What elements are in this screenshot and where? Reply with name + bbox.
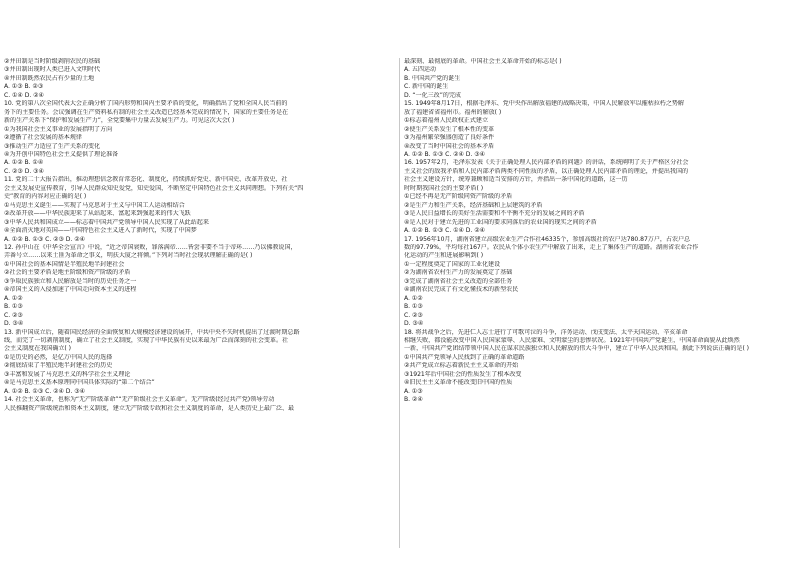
text-line: C. 新中国的诞生 <box>404 83 449 91</box>
text-line: 18. 将共战争之后，先进仁人志士进行了可歌可泣的斗争，洋务运动、戊戌变法、太平天国运动、辛亥革命 <box>404 328 688 336</box>
column-divider <box>399 58 400 548</box>
text-line: ①一定程度奠定了国家的工业化建设 <box>404 260 501 268</box>
right-column <box>404 58 790 548</box>
text-line: A. ①③ <box>404 387 423 395</box>
text-line: ③井田制出现时人类已进入文明时代 <box>4 66 101 74</box>
text-line: C. ②③ <box>4 311 23 319</box>
text-line: ③推动生产力适应了生产关系的变化 <box>4 142 101 150</box>
text-line: B. 中国共产党的诞生 <box>404 74 461 82</box>
text-line: ④改变了当时中国社会的基本矛盾 <box>404 142 495 150</box>
text-line: 17. 1956年10月，湖南省建立高级农业生产合作社46335个，参加高级社的农户达780.87万户，占农户总 <box>404 235 691 243</box>
text-line: ②社会的主要矛盾是地主阶级和资产阶级的矛盾 <box>4 269 131 277</box>
text-line: A. ①② B. ①③ C. ②④ D. ③④ <box>4 387 86 395</box>
text-line: A. ①② <box>4 294 23 302</box>
text-line: 时时期我国社会的主要矛盾( ) <box>404 184 484 192</box>
text-line: ④帝国主义的入侵加速了中国走向资本主义的进程 <box>4 286 137 294</box>
text-line: 10. 党的第八次全国代表大会正确分析了国内形势和国内主要矛盾的变化，明确指出了党和全国人民当前的 <box>4 100 288 108</box>
text-line: ②遵循了社会发展的基本规律 <box>4 134 82 142</box>
text-line: 13. 新中国成立后，随着国民经济的全面恢复和大规模经济建设的展开，中共中央不失时机提出了过渡时期总路 <box>4 328 300 336</box>
text-line: A. ①② B. ①③ C. ②④ D. ③④ <box>404 150 486 158</box>
text-line: D. ③④ <box>4 320 24 328</box>
text-line: C. ②③ D. ③④ <box>4 167 44 175</box>
text-line: B. ①③ <box>4 303 23 311</box>
text-line: C. ②③ <box>404 311 423 319</box>
text-line: 化运动的产生和进展影响到( ) <box>404 252 484 260</box>
text-line: 新的生产关系下“保护和发展生产力”，全党要集中力量去发展生产力。可见这次大会( ) <box>4 117 235 125</box>
text-line: ①马克思主义诞生——实现了马克思对于主义与中国工人运动相结合 <box>4 201 185 209</box>
text-line: 16. 1957年2月，毛泽东发表《关于正确处理人民内部矛盾的问题》的讲话，系统阐明了关于严格区分社会 <box>404 159 689 167</box>
text-line: ②井田制是当时阶级剥削农民的基础 <box>4 58 101 65</box>
left-column <box>4 58 394 548</box>
text-line: ④湖南农民完成了有文化懂技术的新型农民 <box>404 286 519 294</box>
text-line: ③1921年后中国社会的性质发生了根本改变 <box>404 370 522 378</box>
text-line: 弄番号立……以来土匪为革命之事义，明扶大厦之将倾。”下列对当时社会现状理解正确的是( ) <box>4 252 253 260</box>
text-line: A. ①② B. ①③ C. ②③ D. ②④ <box>4 235 86 243</box>
text-line: ②彻底结束了半殖民地半封建社会的历史 <box>4 362 113 370</box>
text-line: 12. 孙中山在《中华全会宣言》中说，“近之帝国衰败，罪落满帝……皆尝非要不当于帝环……乃以佛教说国， <box>4 243 297 251</box>
text-line: 主义社会的敌我矛盾和人民内部矛盾两类不同性质的矛盾，以正确处理人民内部矛盾的理论，并提出我国的 <box>404 167 689 175</box>
text-line: D. ③④ <box>404 320 424 328</box>
text-line: ③为福州繁荣强盛创造了良好条件 <box>404 134 495 142</box>
text-line: ①标志着福州人民政权正式建立 <box>404 117 488 125</box>
text-line: 一新，中国共产党团结带领中国人民在谋求民族独立和人民解放的伟大斗争中，建立了中华人民共和国。据此下列说法正确的是( ) <box>404 345 749 353</box>
text-line: ④井田制既然农民占有少量的土地 <box>4 74 95 82</box>
text-line: ②为湖南省农村生产力的发展奠定了基础 <box>404 269 513 277</box>
text-line: 社会主义建设方针，统筹兼顾和适当安排的方针，并指出一条中国化的道路，这一历 <box>404 176 628 184</box>
text-line: 史”教育的内容对应正确的是( ) <box>4 193 87 201</box>
text-line: ①为我国社会主义事业的发展指明了方向 <box>4 125 113 133</box>
text-line: D. “一化三改”的完成 <box>404 91 461 99</box>
text-line: 15. 1949年8月17日，根据毛泽东、党中央作出解放福建的战略决策，中国人民解放军以摧枯拉朽之势解 <box>404 100 684 108</box>
text-line: B. ①③ <box>404 303 423 311</box>
text-line: ②使生产关系发生了根本性的变革 <box>404 125 495 133</box>
text-line: ①已经不再是无产阶级同资产阶级的矛盾 <box>404 193 513 201</box>
text-line: 数的97.79%，平均每社167户。农民从个体小农生产中解放了出来，走上了集体生产的道路。湖南省农业合作 <box>404 243 699 251</box>
text-line: ③争取民族独立和人民解放是当时的历史任务之一 <box>4 277 137 285</box>
text-line: ④是马克思主义基本原理同中国具体实际的“第二个结合” <box>4 379 155 387</box>
text-line: ④为开创中国特色社会主义提供了理论准备 <box>4 150 119 158</box>
text-line: 会主义发展史宣传教育，引导人民群众知史爱党，知史爱国，不断坚定中国特色社会主义共同理想。下列有关“四 <box>4 184 304 192</box>
text-line: ③丰富和发展了马克思主义的科学社会主义理论 <box>4 370 131 378</box>
text-line: 14. 社会主义革命，也称为“无产阶级革命”“无产阶级社会主义革命”。无产阶级(经过共产党)领导劳动 <box>4 396 275 404</box>
text-line: ②是生产力和生产关系，经济基础和上层建筑的矛盾 <box>404 201 543 209</box>
text-line: ④是人民对于建立先进的工业国的要求同落后的农业国的现实之间的矛盾 <box>404 218 597 226</box>
text-line: 最深刻、最彻底的革命。中国社会主义革命开始的标志是( ) <box>404 58 562 65</box>
text-line: C. ①④ D. ②④ <box>4 91 44 99</box>
text-line: A. ①③ B. ②③ <box>4 83 44 91</box>
text-line: 人民推翻资产阶级统治和资本主义制度，建立无产阶级专政和社会主义制度的革命，是人类历史上最广泛、最 <box>4 404 295 412</box>
text-line: 线，而完了一切剥削制度，确立了社会主义制度，实现了中华民族有史以来最为广泛而深刻的社会变革。社 <box>4 336 289 344</box>
text-line: ③是人民日益增长的美好生活需要和不平衡不充分的发展之间的矛盾 <box>404 210 585 218</box>
text-line: ③中华人民共和国成立——标志着中国共产党领导中国人民实现了从此站起来 <box>4 218 209 226</box>
text-line: A. ①② B. ①③ C. ①④ D. ②④ <box>404 227 486 235</box>
text-line: A. 五四运动 <box>404 66 436 74</box>
text-line: A. ①② B. ①④ <box>4 159 44 167</box>
text-line: ②改革开放——中华民族迎来了从站起来、富起来到强起来的伟大飞跃 <box>4 210 191 218</box>
text-line: 相继失败，都没能改变中国人民国家蒙辱、人民蒙难、文明蒙尘的悲惨状况。1921年中国共产党诞生，中国革命面貌从此焕然 <box>404 336 740 344</box>
text-line: 11. 党的二十大报告指出，推动理想信念教育常态化、制度化，持续抓好党史、新中国史、改革开放史、社 <box>4 176 288 184</box>
text-line: ①中国共产党领导人民找到了正确的革命道路 <box>404 353 525 361</box>
text-line: ①中国社会的基本国情是半殖民地半封建社会 <box>4 260 125 268</box>
text-line: A. ①② <box>404 294 423 302</box>
text-line: ③完成了湖南省社会主义改造的全部任务 <box>404 277 513 285</box>
text-line: ②共产党成立标志着新民主主义革命的开始 <box>404 362 519 370</box>
text-line: 务下的主要任务。会议强调在生产资料私有制的社会主义改造已经基本完成的情况下，国家的主要任务是在 <box>4 108 289 116</box>
text-line: ④全面消灭地对英国——中国特色社会主义进入了新时代，实现了中国梦 <box>4 227 197 235</box>
text-line: 放了福建省省福州市。福州的解放( ) <box>404 108 502 116</box>
text-line: B. ②④ <box>404 396 423 404</box>
text-line: ④旧民主主义革命不能改变旧中国的性质 <box>404 379 513 387</box>
text-line: 会主义制度在我国确立( ) <box>4 345 71 353</box>
text-line: ①是历史的必然，是亿万中国人民的选择 <box>4 353 113 361</box>
